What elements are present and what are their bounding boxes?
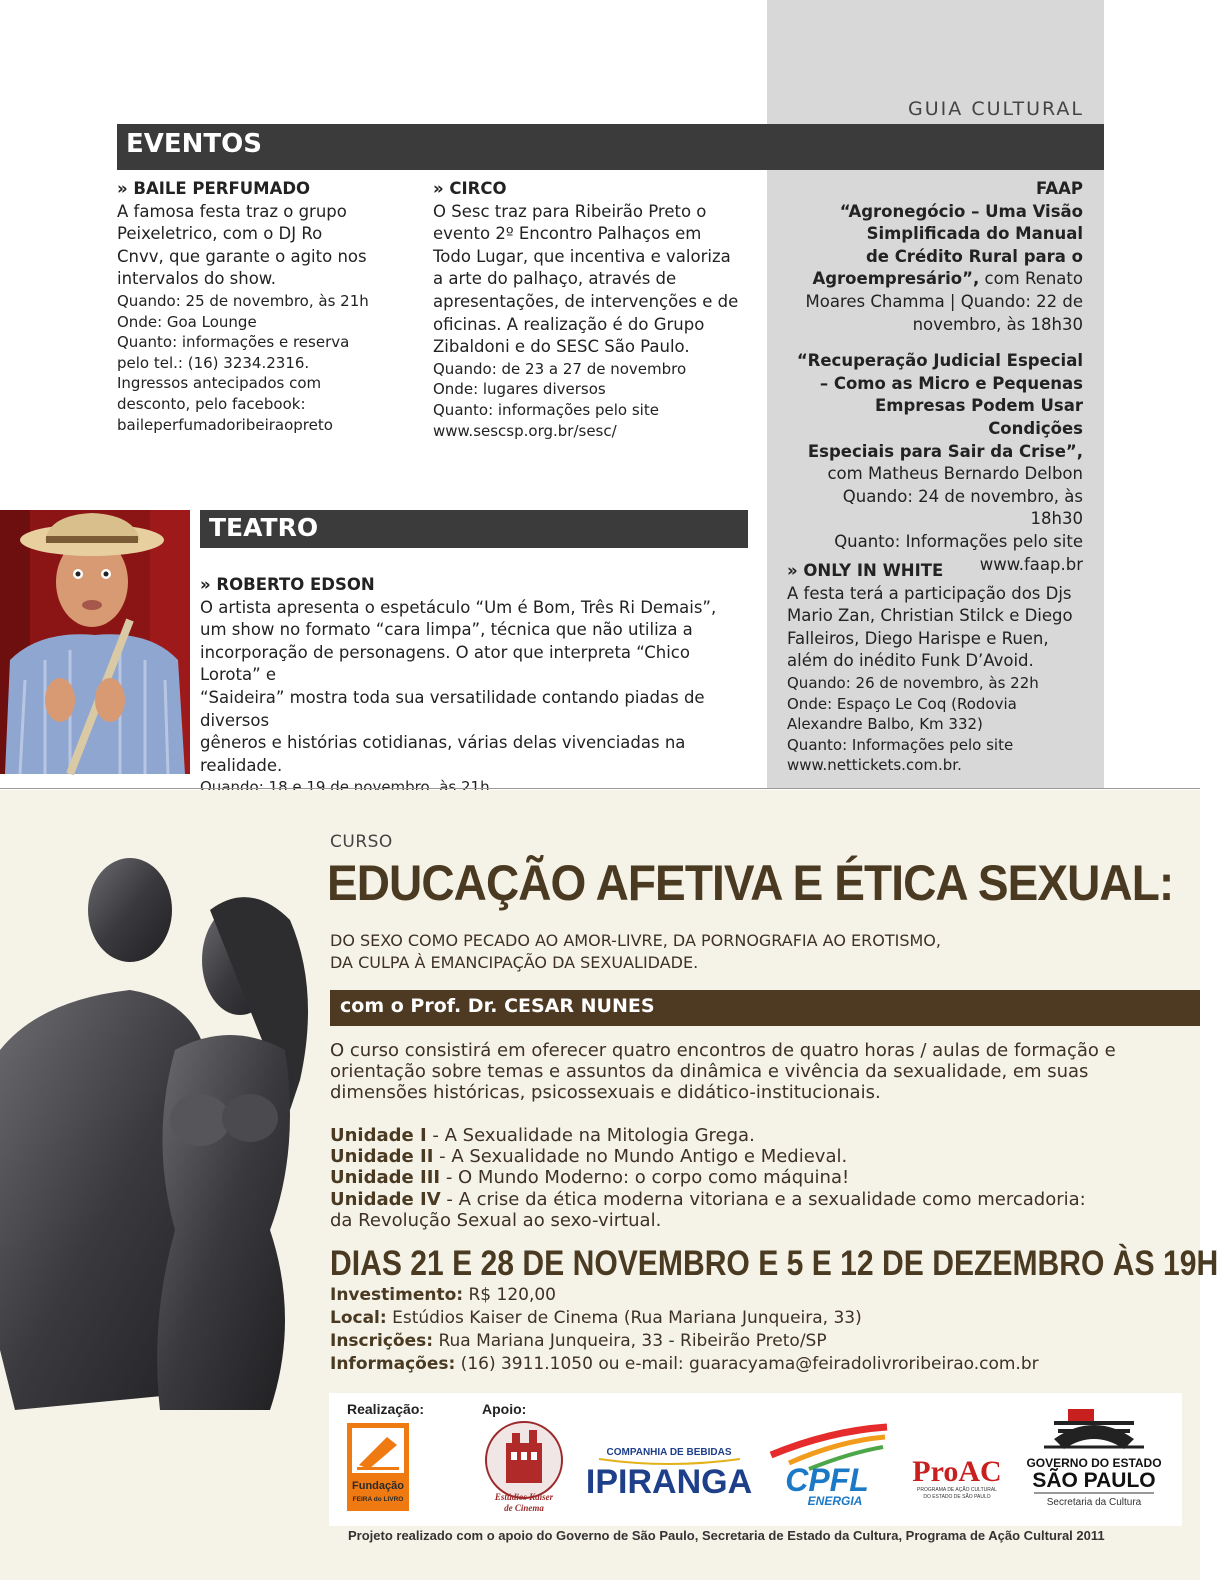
svg-text:Secretaria da Cultura: Secretaria da Cultura — [1046, 1497, 1142, 1508]
governo-sp-logo — [1024, 1401, 1164, 1519]
svg-text:ProAC: ProAC — [912, 1455, 1002, 1488]
talk-1: “Agronegócio – Uma Visão Simplificada do Manual de Crédito Rural para o Agroempresário”, com Renato Moares Chamma | Quando: 22 de novembro, às 18h30 — [805, 201, 1083, 334]
event-body: A famosa festa traz o grupo Peixeletrico, com o DJ Ro Cnvv, que garante o agito nos intervalos do show. — [117, 201, 367, 289]
svg-text:GOVERNO DO ESTADO: GOVERNO DO ESTADO — [1026, 1456, 1162, 1470]
svg-text:IPIRANGA: IPIRANGA — [585, 1463, 753, 1501]
talk-2: “Recuperação Judicial Especial – Como as Micro e Pequenas Empresas Podem Usar Condições Especiais para Sair da Crise”, com Matheus Bernardo Delbon Quando: 24 de novembro, às 18h30 Quanto: Informações pelo site www.faap.br — [787, 350, 1083, 576]
event-body: A festa terá a participação dos Djs Mario Zan, Christian Stilck e Diego Falleiros, Diego Harispe e Ruen, além do inédito Funk D’Avoid. — [787, 583, 1073, 671]
kaiser-logo — [479, 1418, 569, 1518]
fundacao-feira-logo — [347, 1423, 409, 1511]
course-dates: DIAS 21 E 28 DE NOVEMBRO E 5 E 12 DE DEZEMBRO ÀS 19H — [330, 1244, 1218, 1283]
svg-text:COMPANHIA DE BEBIDAS: COMPANHIA DE BEBIDAS — [606, 1447, 732, 1458]
cpfl-energia-logo — [769, 1423, 889, 1508]
svg-text:de Cinema: de Cinema — [504, 1503, 544, 1513]
event-heading: » ROBERTO EDSON — [200, 575, 375, 594]
info-investimento: Investimento: R$ 120,00 — [330, 1285, 556, 1305]
unit-item: Unidade III - O Mundo Moderno: o corpo como máquina! — [330, 1167, 850, 1189]
svg-text:Estúdios Kaiser: Estúdios Kaiser — [494, 1492, 554, 1502]
course-description: O curso consistirá em oferecer quatro encontros de quatro horas / aulas de formação e orientação sobre temas e assuntos da dinâmica e vivência da sexualidade, em suas dimensões históricas, psicossexuais e didático-institucionais. — [330, 1040, 1116, 1103]
svg-text:CPFL: CPFL — [785, 1462, 869, 1498]
course-units — [330, 1125, 1190, 1231]
sponsors-box — [329, 1393, 1182, 1526]
event-circo — [433, 178, 743, 441]
unit-item: Unidade IV - A crise da ética moderna vitoriana e a sexualidade como mercadoria: — [330, 1188, 1086, 1210]
nettickets-link[interactable]: www.nettickets.com.br. — [787, 756, 962, 775]
unit-item: Unidade II - A Sexualidade no Mundo Antigo e Medieval. — [330, 1146, 848, 1168]
event-only-in-white — [787, 560, 1087, 776]
professor-bar: com o Prof. Dr. CESAR NUNES — [330, 990, 1200, 1026]
info-local: Local: Estúdios Kaiser de Cinema (Rua Mariana Junqueira, 33) — [330, 1308, 862, 1328]
teatro-bar: TEATRO — [200, 510, 748, 548]
unit-item: Unidade I - A Sexualidade na Mitologia Grega. — [330, 1125, 755, 1146]
course-title: EDUCAÇÃO AFETIVA E ÉTICA SEXUAL: — [327, 855, 1174, 911]
realizacao-label: Realização: — [347, 1401, 425, 1417]
apoio-label: Apoio: — [482, 1401, 527, 1417]
sesc-link[interactable]: www.sescsp.org.br/sesc/ — [433, 421, 617, 440]
event-body: O Sesc traz para Ribeirão Preto o evento 2º Encontro Palhaços em Todo Lugar, que incentiva e valoriza a arte do palhaço, através de apresentações, de intervenções e de oficinas. A realização é do Grupo Zibaldoni e do SESC São Paulo. — [433, 201, 739, 357]
actor-photo — [0, 510, 190, 774]
footer-credit: Projeto realizado com o apoio do Governo de São Paulo, Secretaria de Estado da Cultura, Programa de Ação Cultural 2011 — [348, 1528, 1105, 1543]
course-subtitle: DO SEXO COMO PECADO AO AMOR-LIVRE, DA PORNOGRAFIA AO EROTISMO, DA CULPA À EMANCIPAÇÃO DA SEXUALIDADE. — [330, 931, 941, 972]
unit-item-tail: da Revolução Sexual ao sexo-virtual. — [330, 1209, 662, 1231]
couple-statue-image — [0, 850, 330, 1410]
event-heading: » BAILE PERFUMADO — [117, 179, 311, 198]
event-details: Quando: 25 de novembro, às 21h Onde: Goa Lounge Quanto: informações e reserva pelo tel.: (16) 3234.2316. Ingressos antecipados com desconto, pelo facebook: baileperfumadoribeiraopreto — [117, 291, 412, 435]
proac-logo — [907, 1451, 1007, 1501]
course-info — [330, 1284, 1190, 1376]
section-divider — [0, 788, 1200, 789]
event-heading: FAAP — [1035, 179, 1083, 198]
facebook-link[interactable]: baileperfumadoribeiraopreto — [117, 415, 333, 434]
svg-text:SÃO PAULO: SÃO PAULO — [1032, 1469, 1156, 1492]
event-details: Quando: de 23 a 27 de novembro Onde: lugares diversos Quanto: informações pelo site www.sescsp.org.br/sesc/ — [433, 359, 743, 441]
svg-text:Fundação: Fundação — [352, 1480, 404, 1492]
svg-text:ENERGIA: ENERGIA — [807, 1494, 863, 1508]
svg-text:DO ESTADO DE SÃO PAULO: DO ESTADO DE SÃO PAULO — [923, 1494, 991, 1500]
event-heading: » CIRCO — [433, 179, 507, 198]
faap-link[interactable]: www.faap.br — [979, 554, 1083, 574]
info-informacoes[interactable]: Informações: (16) 3911.1050 ou e-mail: guaracyama@feiradolivroribeirao.com.br — [330, 1354, 1039, 1374]
section-header: GUIA CULTURAL — [908, 98, 1084, 120]
ipiranga-logo — [585, 1445, 753, 1505]
event-details: Quando: 26 de novembro, às 22h Onde: Espaço Le Coq (Rodovia Alexandre Balbo, Km 332) Quanto: Informações pelo site www.nettickets.com.br. — [787, 673, 1087, 776]
event-baile-perfumado — [117, 178, 412, 435]
info-inscricoes: Inscrições: Rua Mariana Junqueira, 33 - Ribeirão Preto/SP — [330, 1331, 827, 1351]
event-heading: » ONLY IN WHITE — [787, 561, 944, 580]
svg-text:PROGRAMA DE AÇÃO CULTURAL: PROGRAMA DE AÇÃO CULTURAL — [917, 1487, 997, 1493]
course-kicker: CURSO — [330, 832, 393, 852]
svg-text:FEIRA do LIVRO: FEIRA do LIVRO — [352, 1496, 404, 1503]
event-body: O artista apresenta o espetáculo “Um é Bom, Três Ri Demais”, um show no formato “cara limpa”, técnica que não utiliza a incorporação de personagens. O ator que interpreta “Chico Lorota” e “Saideira” mostra toda sua versatilidade contando piadas de diversos gêneros e histórias cotidianas, várias delas vivenciadas na realidade. — [200, 597, 717, 775]
event-faap — [787, 178, 1083, 576]
eventos-bar: EVENTOS — [117, 124, 1104, 170]
